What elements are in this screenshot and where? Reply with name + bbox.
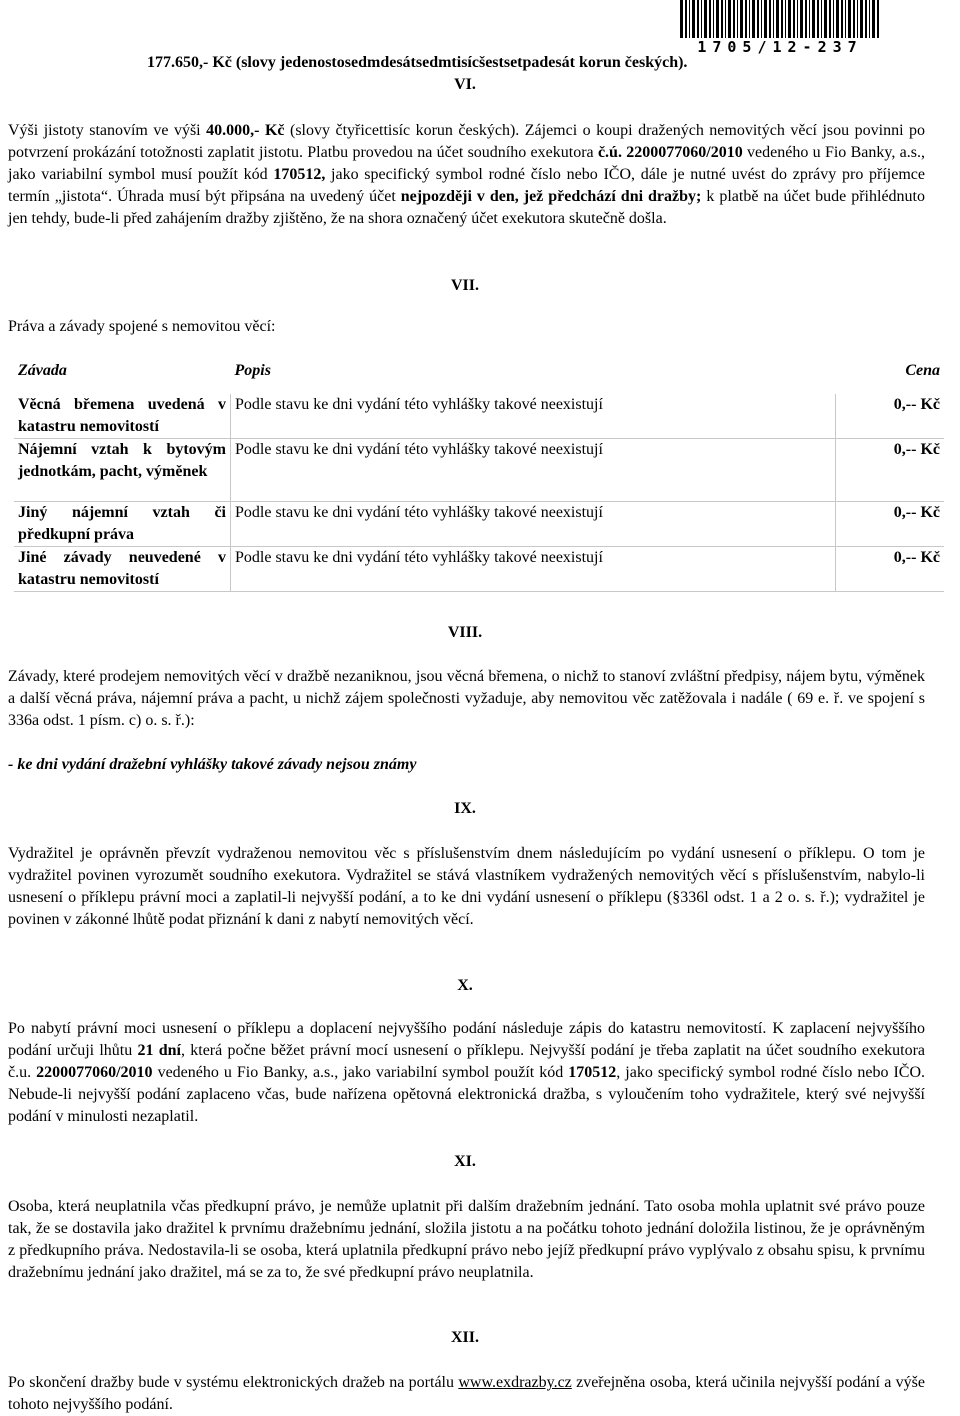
x-deadline: 21 dní: [137, 1042, 181, 1059]
row-price: 0,-- Kč: [836, 439, 945, 502]
section-heading-vi: VI.: [454, 76, 476, 93]
xii-text-a: Po skončení dražby bude v systému elektronických dražeb na portálu: [8, 1374, 459, 1391]
paragraph-x: [8, 1018, 925, 1128]
paragraph-viii: Závady, které prodejem nemovitých věcí v dražbě nezaniknou, jsou věcná břemena, o nichž to stanoví zvláštní předpisy, nájem bytu, výměnek a další věcná práva, nájemní práva a pacht, u nichž zájem společnosti vyžaduje, aby nemovitou věc zatěžovala i nadále ( 69 e. ř. ve spojení s 336a odst. 1 písm. c) o. s. ř.):: [8, 668, 925, 729]
table-row: [14, 439, 944, 502]
viii-note: - ke dni vydání dražební vyhlášky takové závady nejsou známy: [8, 756, 417, 773]
x-account: 2200077060/2010: [36, 1064, 153, 1081]
paragraph-vi: [8, 120, 925, 230]
row-desc: Podle stavu ke dni vydání této vyhlášky takové neexistují: [231, 394, 836, 439]
paragraph-xi: Osoba, která neuplatnila včas předkupní právo, je nemůže uplatnit při dalším dražebním jednání. Tato osoba mohla uplatnit své právo pouze tak, že se dostavila jako dražitel k prvnímu dražebnímu jednání, složila jistotu a na počátku tohoto jednání doložila listinou, že je oprávněným z předkupního práva. Nedostavila-li se osoba, která uplatnila předkupní právo nebo jejíž předkupní právo vyplývalo z obsahu spisu, k prvnímu dražebnímu jednání jako dražitel, má se za to, že své předkupní právo neuplatnila.: [8, 1198, 925, 1281]
barcode-number: 1705/12-237: [697, 38, 863, 56]
vi-text-3: vedeného u Fio Banky, a.s., jako variabilní symbol musí použít kód: [8, 144, 925, 183]
row-desc: Podle stavu ke dni vydání této vyhlášky takové neexistují: [231, 439, 836, 502]
vi-code: 170512,: [273, 166, 326, 183]
table-row: [14, 502, 944, 547]
table-header-row: [14, 358, 944, 394]
vi-text-2: (slovy čtyřicettisíc korun českých). Zájemci o koupi dražených nemovitých věcí jsou povinni po potvrzení prokázání totožnosti zaplatit jistotu. Platbu provedou na účet soudního exekutora: [8, 122, 926, 161]
vi-amount: 40.000,- Kč: [206, 122, 285, 139]
row-desc: Podle stavu ke dni vydání této vyhlášky takové neexistují: [231, 502, 836, 547]
paragraph-ix: Vydražitel je oprávněn převzít vydraženou nemovitou věc s příslušenstvím dnem následujícím po vydání usnesení o příklepu. O tom je vydražitel povinen vyrozumět soudního exekutora. Vydražitel se stává vlastníkem vydražených nemovitých věcí s příslušenstvím, nabylo-li usnesení o příklepu právní moci a zaplatil-li nejvyšší podání, a to ke dni vydání usnesení o příklepu (§336l odst. 1 a 2 o. s. ř.); vydražitel je povinen v zákonné lhůtě podat přiznání k dani z nabytí nemovitých věcí.: [8, 845, 925, 928]
x-text-d: , jako specifický symbol rodné číslo nebo IČO. Nebude-li nejvyšší podání zaplaceno včas, bude nařízena opětovná elektronická dražba, s vyloučením toho vydražitele, který své nejvyšší podání v minulosti nezaplatil.: [8, 1064, 925, 1125]
section-heading-viii: VIII.: [447, 624, 483, 641]
vi-text-1: Výši jistoty stanovím ve výši: [8, 122, 207, 139]
section-heading-x: X.: [457, 977, 473, 994]
table-row: [14, 547, 944, 592]
row-name: Věcná břemena uvedená v katastru nemovitostí: [14, 394, 231, 439]
section-heading-xii: XII.: [450, 1329, 479, 1346]
x-text-a: Po nabytí právní moci usnesení o příklepu a doplacení nejvyššího podání následuje zápis do katastru nemovitostí. K zaplacení nejvyššího podání určuji lhůtu: [8, 1020, 925, 1059]
x-text-c: vedeného u Fio Banky, a.s., jako variabilní symbol použít kód: [152, 1064, 569, 1081]
amount-line: 177.650,- Kč (slovy jedenostosedmdesátsedmtisícšestsetpadesát korun českých).: [147, 54, 688, 71]
barcode-image: [680, 0, 880, 38]
row-name: Jiný nájemní vztah či předkupní práva: [14, 502, 231, 547]
vii-intro: Práva a závady spojené s nemovitou věcí:: [8, 318, 276, 335]
encumbrances-table: [14, 358, 944, 592]
barcode-block: [680, 0, 880, 56]
section-heading-vii: VII.: [450, 277, 479, 294]
vi-text-5: k platbě na účet bude přihlédnuto jen tehdy, bude-li před zahájením dražby zjištěno, že na shora označený účet exekutora skutečně došla.: [8, 188, 925, 227]
row-price: 0,-- Kč: [836, 394, 945, 439]
x-text-b: , která počne běžet právní mocí usnesení o příklepu. Nejvyšší podání je třeba zaplatit na účet soudního exekutora č.u.: [8, 1042, 926, 1081]
section-heading-xi: XI.: [454, 1153, 476, 1170]
row-name: Jiné závady neuvedené v katastru nemovitostí: [14, 547, 231, 592]
section-heading-ix: IX.: [454, 800, 476, 817]
row-name: Nájemní vztah k bytovým jednotkám, pacht, výměnek: [14, 439, 231, 502]
row-desc: Podle stavu ke dni vydání této vyhlášky takové neexistují: [231, 547, 836, 592]
table-row: [14, 394, 944, 439]
vi-deadline: nejpozději v den, jež předchází dni dražby;: [400, 188, 702, 205]
vi-account: č.ú. 2200077060/2010: [597, 144, 743, 161]
xii-text-b: zveřejněna osoba, která učinila nejvyšší podání a výše tohoto nejvyššího podání.: [8, 1374, 925, 1413]
vi-text-4: jako specifický symbol rodné číslo nebo IČO, dále je nutné uvést do zprávy pro příjemce termín „jistota“. Úhrada musí být připsána na uvedený účet: [8, 166, 925, 205]
row-price: 0,-- Kč: [836, 502, 945, 547]
paragraph-xii: [8, 1372, 925, 1416]
header-popis: Popis: [234, 362, 271, 379]
exdrazby-link[interactable]: www.exdrazby.cz: [458, 1374, 572, 1391]
header-zavada: Závada: [18, 362, 67, 379]
row-price: 0,-- Kč: [836, 547, 945, 592]
header-cena: Cena: [905, 362, 940, 379]
x-code: 170512: [568, 1064, 617, 1081]
